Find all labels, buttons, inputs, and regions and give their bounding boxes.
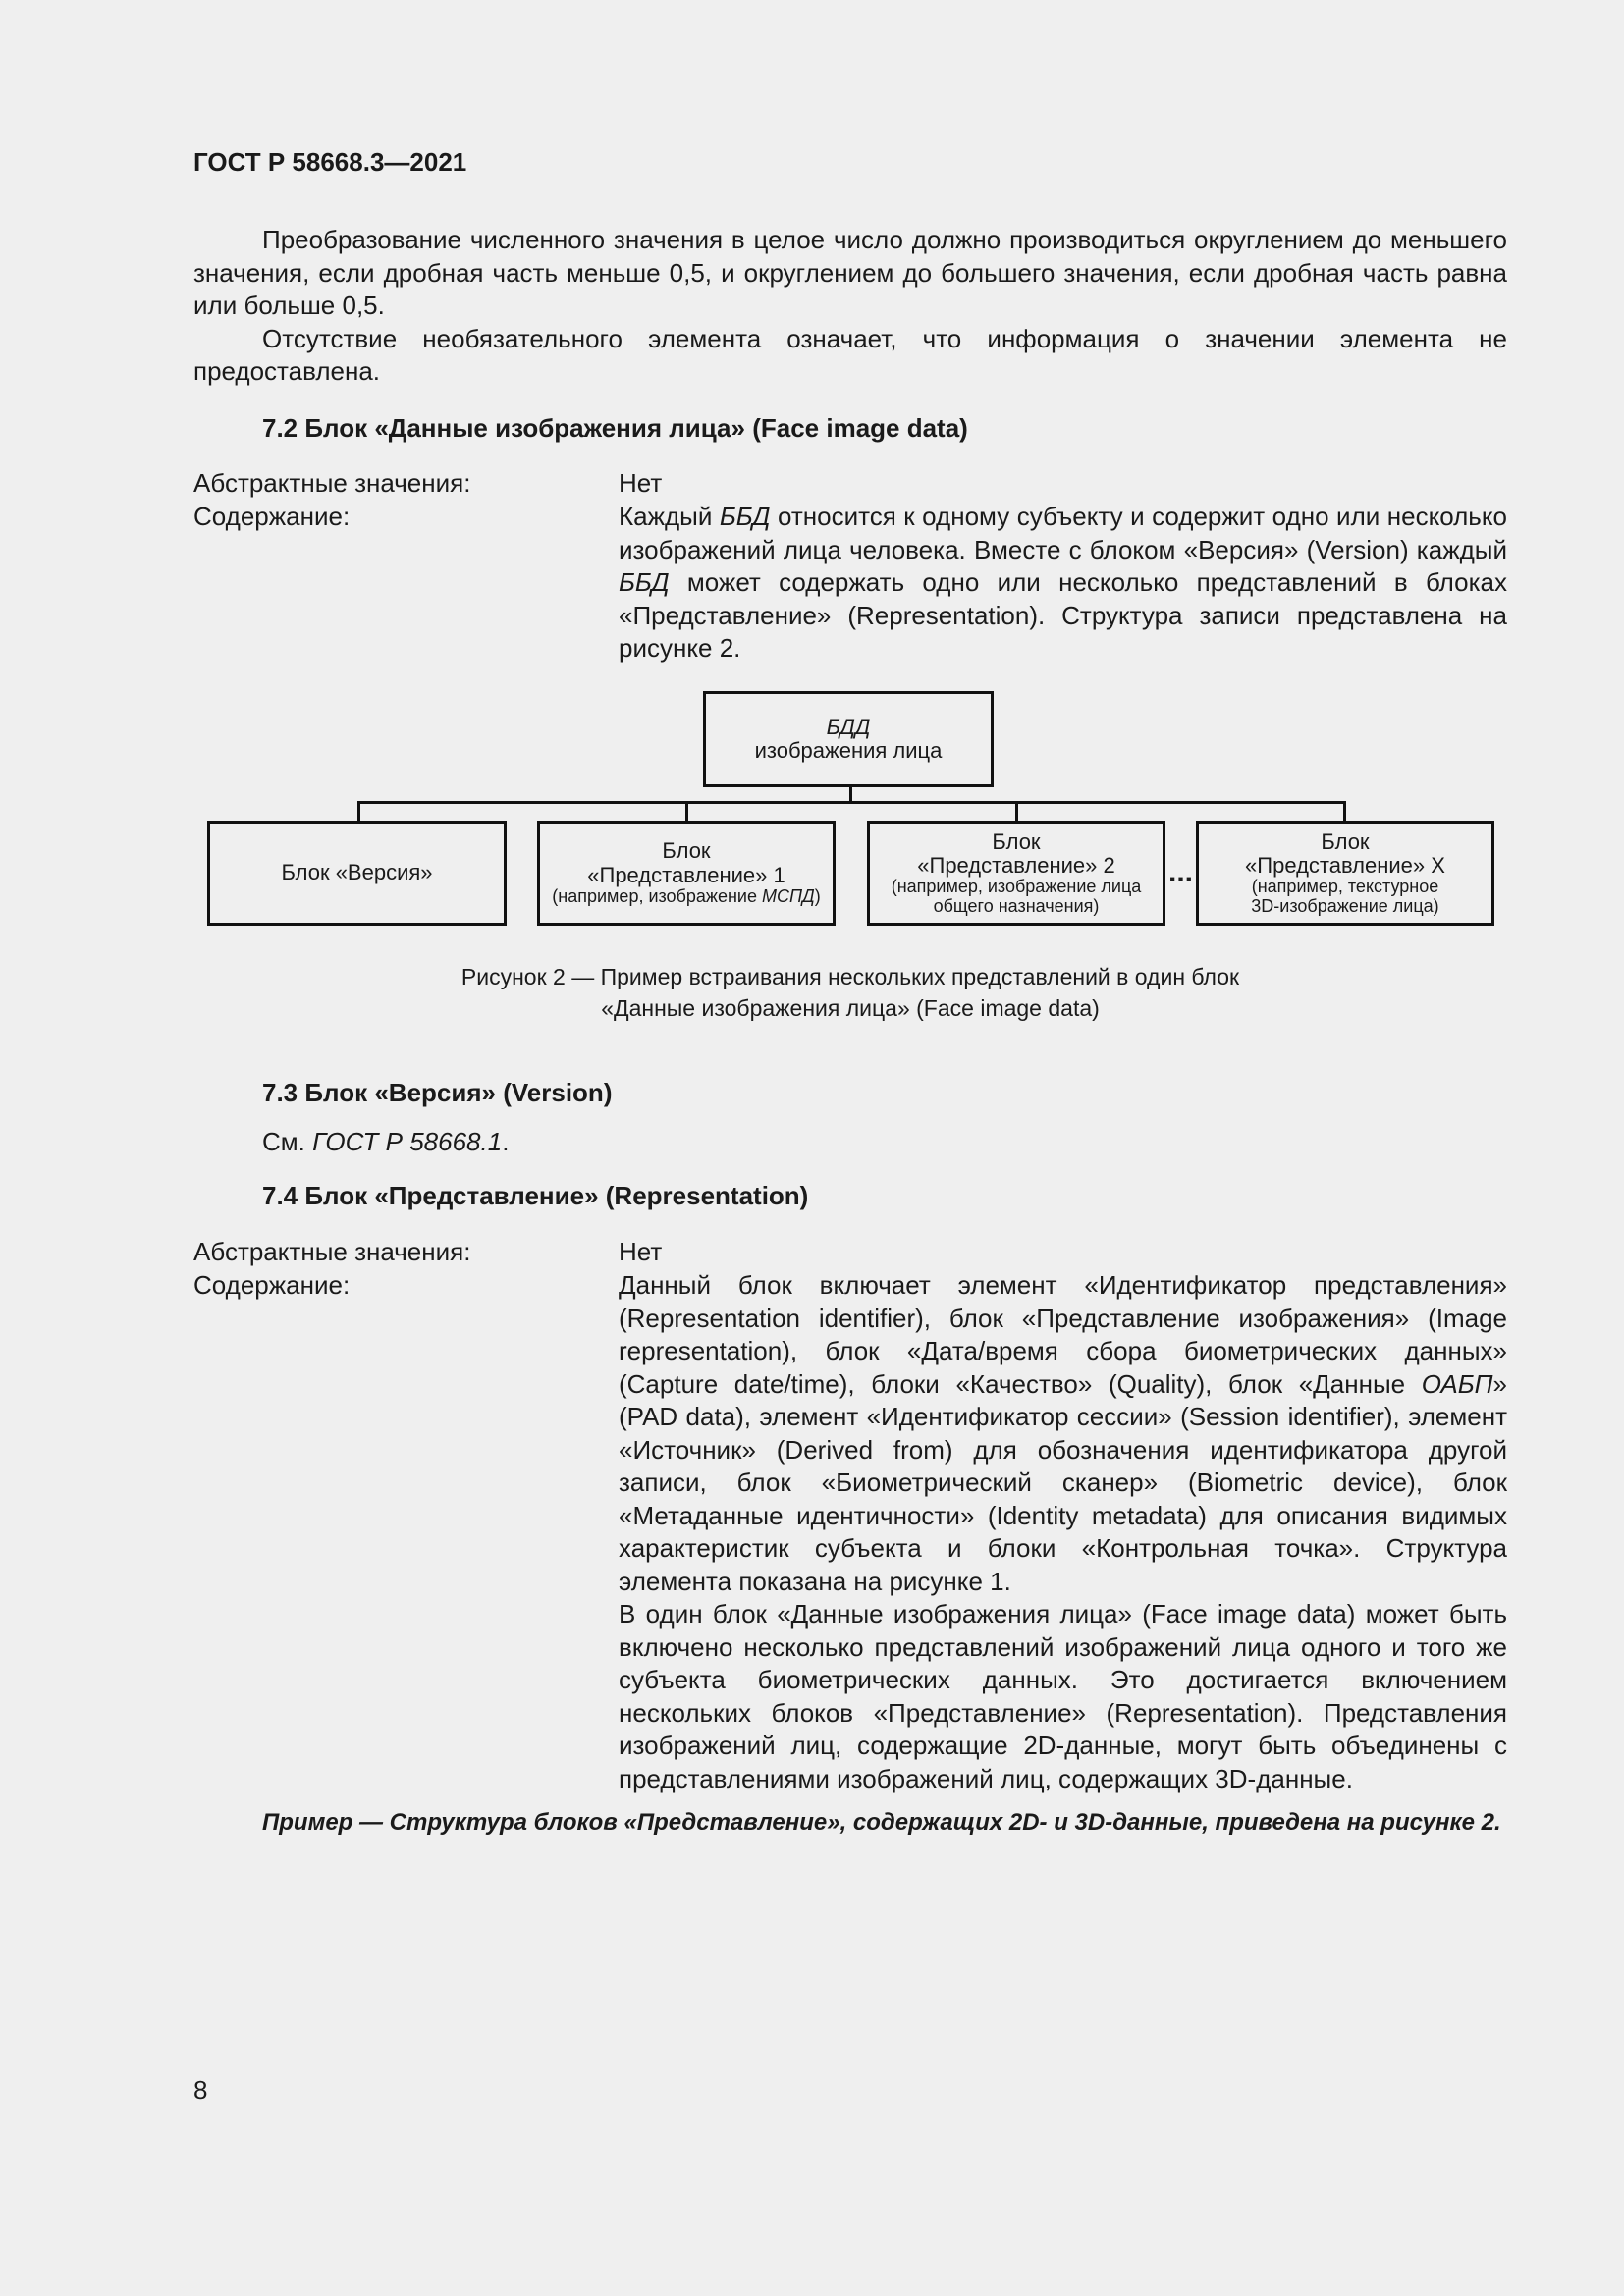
example-note: Пример — Структура блоков «Представление», содержащих 2D- и 3D-данные, приведена на рисунке 2.: [262, 1809, 1501, 1836]
content-label: Содержание:: [193, 1270, 351, 1300]
repx-box: [1196, 821, 1494, 926]
document-header: ГОСТ Р 58668.3—2021: [193, 147, 467, 177]
section-7-3-reference: См. ГОСТ Р 58668.1.: [262, 1127, 510, 1156]
section-7-2-heading: 7.2 Блок «Данные изображения лица» (Face image data): [262, 413, 968, 443]
abbr-bbd: ББД: [719, 502, 771, 531]
repx-box-note2: 3D-изображение лица): [1251, 895, 1439, 916]
gost-reference: ГОСТ Р 58668.1: [312, 1127, 503, 1156]
section-7-4-heading: 7.4 Блок «Представление» (Representation): [262, 1181, 809, 1210]
content-value: [619, 501, 1507, 666]
connector-to-repx: [1343, 801, 1346, 823]
abstract-values-label: Абстрактные значения:: [193, 1237, 471, 1266]
intro-paragraph-1: Преобразование численного значения в целое число должно производиться округлением до меньшего значения, если дробная часть меньше 0,5, и округлением до большего значения, если дробная часть равна или больше 0,5.: [193, 225, 1507, 320]
section-7-3-heading: 7.3 Блок «Версия» (Version): [262, 1078, 613, 1107]
root-box-label: изображения лица: [754, 738, 943, 763]
rep2-box-line2: «Представление» 2: [917, 852, 1115, 878]
abbr-oabp: ОАБП: [1421, 1368, 1493, 1399]
connector-to-rep2: [1015, 801, 1018, 823]
rep1-box-note: (например, изображение МСПД): [552, 885, 821, 906]
abstract-values-value: Нет: [619, 468, 663, 498]
rep1-box-line2: «Представление» 1: [587, 862, 785, 887]
rep2-box-note1: (например, изображение лица: [891, 876, 1142, 896]
content-label: Содержание:: [193, 502, 351, 531]
ellipsis-dots: ...: [1168, 856, 1194, 888]
abstract-values-label: Абстрактные значения:: [193, 468, 471, 498]
abbr-bbd: ББД: [619, 567, 670, 597]
abstract-values-value: Нет: [619, 1237, 663, 1266]
figure-caption: [193, 961, 1507, 1024]
content-paragraph: Каждый ББД относится к одному субъекту и содержит одно или несколько изображений лица человека. Вместе с блоком «Версия» (Version) каждый ББД может содержать одно или несколько представлений в блоках «Представление» (Representation). Структура записи представлена на рисунке 2.: [619, 502, 1507, 663]
repx-box-line1: Блок: [1321, 828, 1370, 854]
content-value: [619, 1269, 1507, 1795]
rep1-box-line1: Блок: [662, 838, 711, 864]
rep1-box: [537, 821, 836, 926]
repx-box-note1: (например, текстурное: [1251, 876, 1439, 896]
figure-caption-line2: «Данные изображения лица» (Face image data): [601, 995, 1100, 1021]
figure-caption-line1: Рисунок 2 — Пример встраивания нескольких представлений в один блок: [460, 964, 1240, 989]
page-number: 8: [193, 2075, 208, 2105]
content-paragraph-1: Данный блок включает элемент «Идентификатор представления» (Representation identifier), блок «Представление изображения» (Image representation), блок «Дата/время сбора биометрических данных» (Capture date/time), блоки «Качество» (Quality), блок «Данные ОАБП» (PAD data), элемент «Идентификатор сессии» (Session identifier), элемент «Источник» (Derived from) для обозначения идентификатора другой записи, блок «Биометрический сканер» (Biometric device), блок «Метаданные идентичности» (Identity metadata) для описания видимых характеристик субъекта и блоки «Контрольная точка». Структура элемента показана на рисунке 1.: [619, 1270, 1507, 1596]
rep2-box: [867, 821, 1165, 926]
rep2-box-line1: Блок: [992, 828, 1041, 854]
root-box-abbr: БДД: [826, 714, 871, 739]
connector-to-version: [357, 801, 360, 823]
version-box-label: Блок «Версия»: [281, 860, 433, 885]
content-paragraph-2: В один блок «Данные изображения лица» (Face image data) может быть включено несколько представлений изображений лица одного и того же субъекта биометрических данных. Это достигается включением нескольких блоков «Представление» (Representation). Представления изображений лиц, содержащие 2D-данные, могут быть объединены с представлениями изображений лиц, содержащих 3D-данные.: [619, 1599, 1507, 1793]
version-box: [207, 821, 507, 926]
root-box: [703, 691, 994, 787]
intro-paragraph-2: Отсутствие необязательного элемента означает, что информация о значении элемента не предоставлена.: [193, 323, 1507, 386]
connector-horizontal: [357, 801, 1346, 804]
repx-box-line2: «Представление» X: [1245, 852, 1445, 878]
intro-text: [193, 224, 1507, 389]
rep2-box-note2: общего назначения): [933, 895, 1100, 916]
connector-to-rep1: [685, 801, 688, 823]
